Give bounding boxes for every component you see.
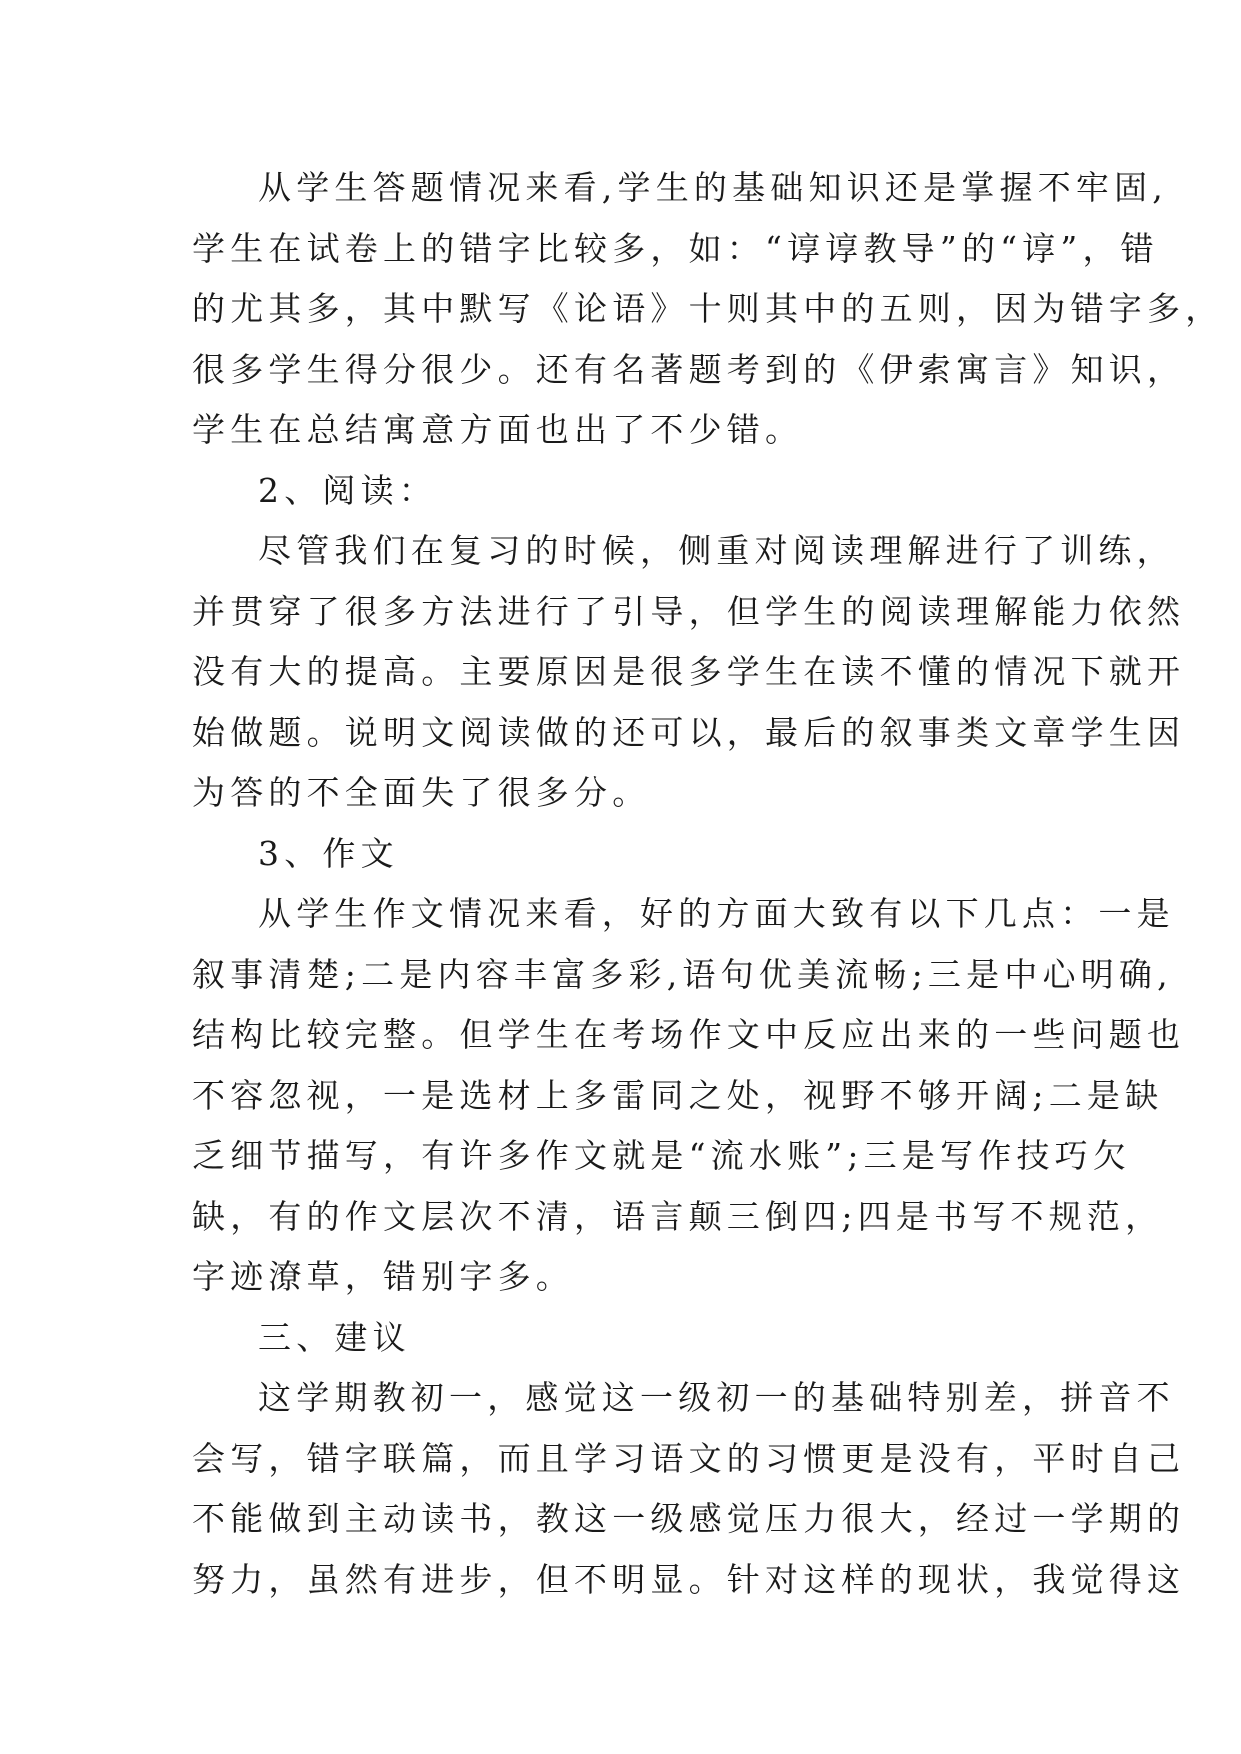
paragraph-1-line-2: 学生在试卷上的错字比较多，如：“谆谆教导”的“谆”，错 [192, 228, 1159, 268]
section-heading-suggestions: 三、建议 [258, 1317, 411, 1357]
paragraph-1-line-4: 很多学生得分很少。还有名著题考到的《伊索寓言》知识， [192, 349, 1186, 389]
paragraph-4-line-1: 这学期教初一，感觉这一级初一的基础特别差，拼音不 [258, 1378, 1175, 1417]
paragraph-3-line-1: 从学生作文情况来看，好的方面大致有以下几点：一是 [258, 894, 1175, 933]
paragraph-4-line-3: 不能做到主动读书，教这一级感觉压力很大，经过一学期的 [192, 1499, 1186, 1538]
paragraph-2-line-1: 尽管我们在复习的时候，侧重对阅读理解进行了训练， [258, 531, 1175, 570]
paragraph-2-line-3: 没有大的提高。主要原因是很多学生在读不懂的情况下就开 [192, 652, 1186, 691]
paragraph-2-line-5: 为答的不全面失了很多分。 [192, 773, 651, 812]
paragraph-3-line-6: 缺，有的作文层次不清，语言颠三倒四;四是书写不规范， [192, 1196, 1164, 1236]
paragraph-2-line-2: 并贯穿了很多方法进行了引导，但学生的阅读理解能力依然 [192, 591, 1186, 631]
paragraph-3-line-5: 乏细节描写，有许多作文就是“流水账”;三是写作技巧欠 [192, 1136, 1132, 1175]
paragraph-2-line-4: 始做题。说明文阅读做的还可以，最后的叙事类文章学生因 [192, 712, 1186, 752]
paragraph-4-line-2: 会写，错字联篇，而且学习语文的习惯更是没有，平时自己 [192, 1438, 1186, 1478]
section-heading-reading: 2、阅读： [258, 470, 437, 510]
paragraph-3-line-4: 不容忽视，一是选材上多雷同之处，视野不够开阔;二是缺 [192, 1075, 1164, 1115]
paragraph-1-line-1: 从学生答题情况来看,学生的基础知识还是掌握不牢固, [258, 168, 1168, 207]
paragraph-3-line-3: 结构比较完整。但学生在考场作文中反应出来的一些问题也 [192, 1015, 1186, 1054]
paragraph-1-line-3: 的尤其多，其中默写《论语》十则其中的五则，因为错字多， [192, 289, 1224, 328]
section-heading-composition: 3、作文 [258, 833, 399, 873]
paragraph-1-line-5: 学生在总结寓意方面也出了不少错。 [192, 410, 804, 449]
paragraph-3-line-7: 字迹潦草，错别字多。 [192, 1257, 574, 1296]
paragraph-4-line-4: 努力，虽然有进步，但不明显。针对这样的现状，我觉得这 [192, 1559, 1186, 1599]
paragraph-3-line-2: 叙事清楚;二是内容丰富多彩,语句优美流畅;三是中心明确, [192, 954, 1173, 994]
document-body [192, 158, 1224, 1610]
